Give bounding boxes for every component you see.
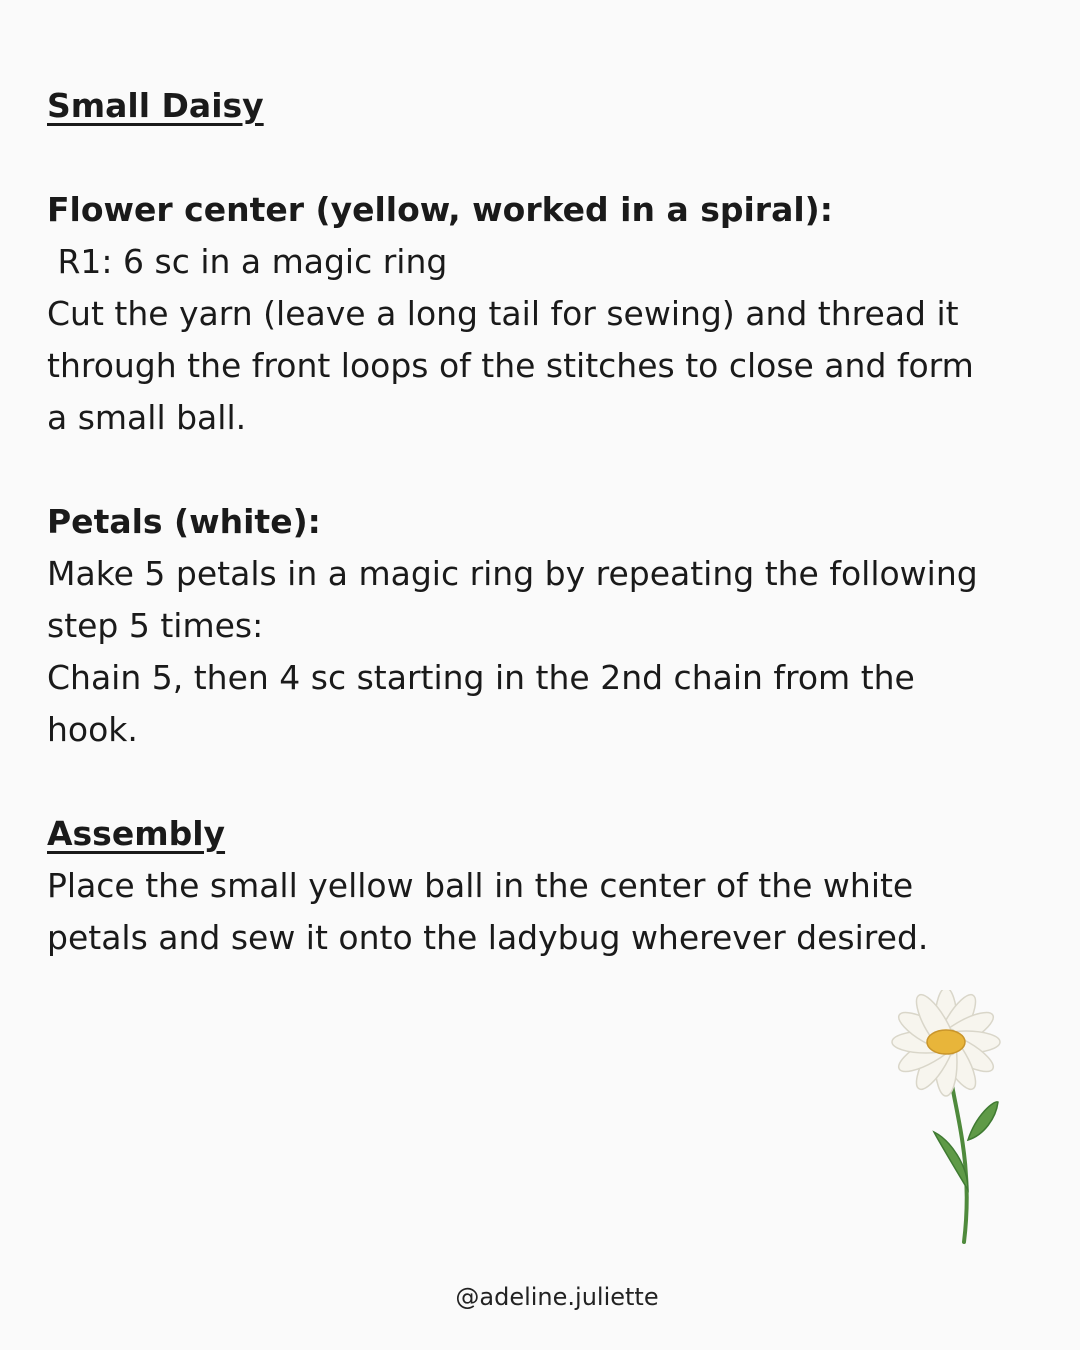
- spacer: [47, 444, 1037, 496]
- leaf-right: [968, 1102, 998, 1140]
- petals-line: step 5 times:: [47, 606, 264, 645]
- spacer: [47, 756, 1037, 808]
- flower-center-line: through the front loops of the stitches to close and form: [47, 346, 974, 385]
- petals-heading: Petals (white):: [47, 502, 321, 541]
- page-title: Small Daisy: [47, 86, 264, 125]
- flower-center-heading: Flower center (yellow, worked in a spiral):: [47, 190, 833, 229]
- petals-line: hook.: [47, 710, 138, 749]
- flower-center-line: Cut the yarn (leave a long tail for sewing) and thread it: [47, 294, 959, 333]
- author-handle: @adeline.juliette: [455, 1283, 659, 1311]
- daisy-flower-icon: [876, 990, 1026, 1250]
- petals-line: Chain 5, then 4 sc starting in the 2nd chain from the: [47, 658, 915, 697]
- flower-center-line: R1: 6 sc in a magic ring: [47, 242, 448, 281]
- petals-line: Make 5 petals in a magic ring by repeating the following: [47, 554, 978, 593]
- assembly-line: Place the small yellow ball in the center of the white: [47, 866, 914, 905]
- instructions: [47, 80, 1037, 964]
- spacer: [47, 132, 1037, 184]
- assembly-heading: Assembly: [47, 814, 226, 853]
- flower-center-line: a small ball.: [47, 398, 247, 437]
- assembly-line: petals and sew it onto the ladybug wherever desired.: [47, 918, 929, 957]
- flower-center: [927, 1030, 965, 1054]
